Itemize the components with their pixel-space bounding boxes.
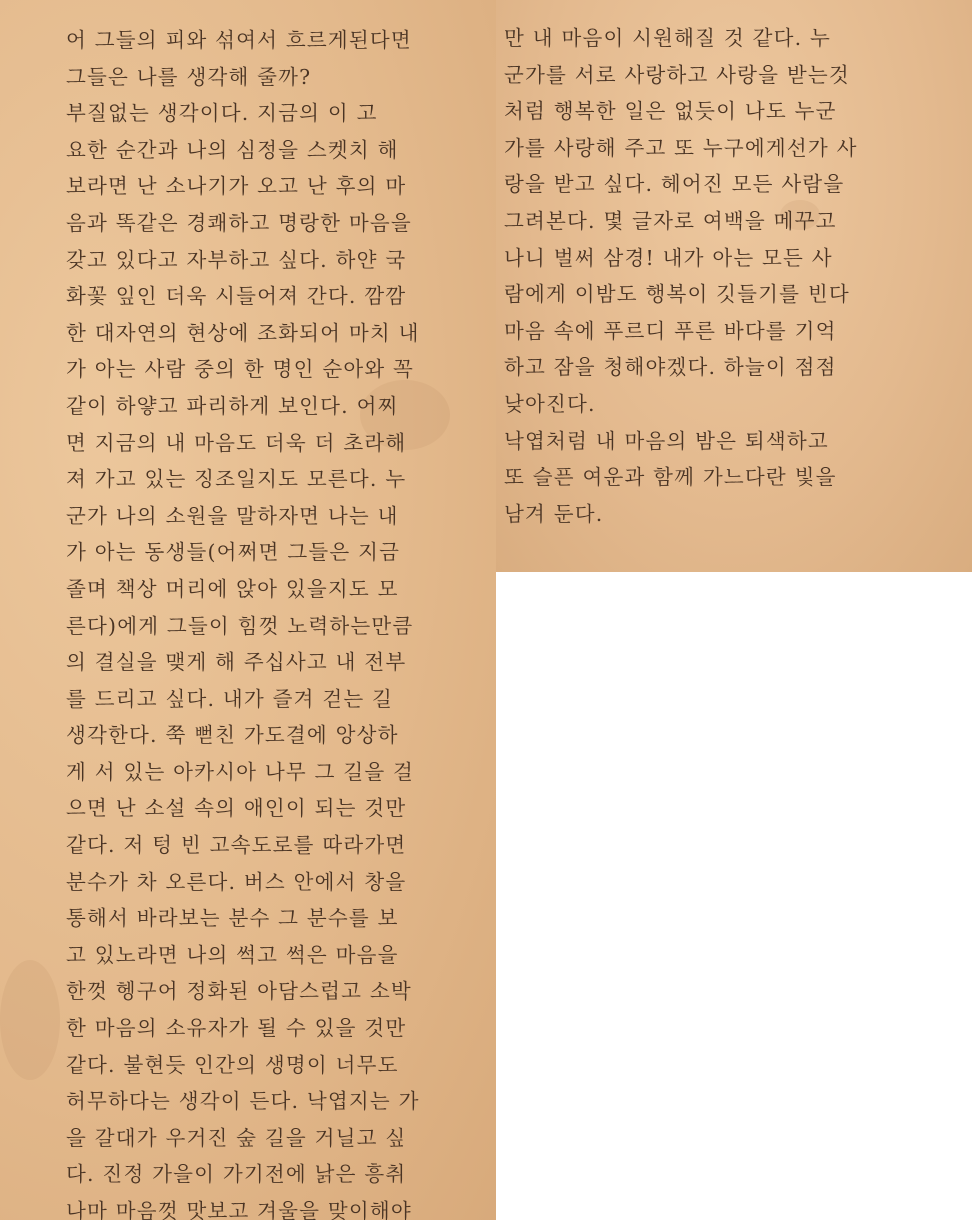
text-line: 나마 마음껏 맛보고 겨울을 맞이해야	[66, 1199, 412, 1220]
text-line: 를 드리고 싶다. 내가 즐겨 걷는 길	[66, 686, 394, 711]
text-line: 한 대자연의 현상에 조화되어 마치 내	[66, 320, 420, 345]
blank-area	[496, 572, 972, 1220]
text-line: 으면 난 소설 속의 애인이 되는 것만	[66, 796, 407, 821]
text-line: 보라면 난 소나기가 오고 난 후의 마	[66, 174, 407, 199]
text-line: 어 그들의 피와 섞여서 흐르게된다면	[66, 28, 412, 52]
text-line: 낮아진다.	[504, 391, 596, 416]
text-line: 같이 하얗고 파리하게 보인다. 어찌	[66, 393, 399, 418]
text-line: 같다. 불현듯 인간의 생명이 너무도	[66, 1052, 399, 1077]
text-line: 그들은 나를 생각해 줄까?	[66, 64, 312, 89]
text-line: 음과 똑같은 경쾌하고 명랑한 마음을	[66, 210, 412, 235]
text-line: 분수가 차 오른다. 버스 안에서 창을	[66, 869, 407, 894]
text-line: 요한 순간과 나의 심정을 스켓치 해	[66, 137, 399, 162]
text-line: 져 가고 있는 징조일지도 모른다. 누	[66, 467, 407, 492]
right-text-column	[504, 20, 896, 532]
text-line: 면 지금의 내 마음도 더욱 더 초라해	[66, 430, 407, 455]
text-line: 처럼 행복한 일은 없듯이 나도 누군	[504, 99, 837, 124]
text-line: 그려본다. 몇 글자로 여백을 메꾸고	[504, 208, 837, 233]
text-line: 부질없는 생각이다. 지금의 이 고	[66, 101, 378, 126]
text-line: 같다. 저 텅 빈 고속도로를 따라가면	[66, 833, 407, 858]
text-line: 른다)에게 그들이 힘껏 노력하는만큼	[66, 613, 414, 638]
text-line: 군가 나의 소원을 말하자면 나는 내	[66, 503, 399, 528]
text-line: 마음 속에 푸르디 푸른 바다를 기억	[504, 318, 837, 343]
text-line: 한껏 헹구어 정화된 아담스럽고 소박	[66, 979, 412, 1004]
text-line: 람에게 이밤도 행복이 깃들기를 빈다	[504, 282, 850, 307]
text-line: 가 아는 사람 중의 한 명인 순아와 꼭	[66, 357, 415, 382]
text-line: 의 결실을 맺게 해 주십사고 내 전부	[66, 650, 407, 675]
text-line: 고 있노라면 나의 썩고 썩은 마음을	[66, 942, 399, 967]
text-line: 다. 진정 가을이 가기전에 낡은 흥취	[66, 1162, 407, 1187]
text-line: 가 아는 동생들(어쩌면 그들은 지금	[66, 540, 401, 565]
text-line: 생각한다. 쭉 뻗친 가도결에 앙상하	[66, 723, 399, 748]
text-line: 게 서 있는 아카시아 나무 그 길을 걸	[66, 759, 415, 784]
text-line: 만 내 마음이 시원해질 것 같다. 누	[504, 26, 832, 50]
text-line: 갖고 있다고 자부하고 싶다. 하얀 국	[66, 247, 407, 272]
text-line: 군가를 서로 사랑하고 사랑을 받는것	[504, 62, 850, 87]
text-line: 낙엽처럼 내 마음의 밤은 퇴색하고	[504, 428, 829, 453]
text-line: 나니 벌써 삼경! 내가 아는 모든 사	[504, 245, 833, 270]
text-line: 또 슬픈 여운과 함께 가느다란 빛을	[504, 465, 837, 490]
text-line: 랑을 받고 싶다. 헤어진 모든 사람을	[504, 172, 845, 197]
text-line: 한 마음의 소유자가 될 수 있을 것만	[66, 1016, 407, 1041]
text-line: 하고 잠을 청해야겠다. 하늘이 점점	[504, 355, 837, 380]
text-line: 졸며 책상 머리에 앉아 있을지도 모	[66, 576, 399, 601]
text-line: 가를 사랑해 주고 또 누구에게선가 사	[504, 135, 858, 160]
text-line: 남겨 둔다.	[504, 501, 604, 526]
text-line: 통해서 바라보는 분수 그 분수를 보	[66, 906, 399, 931]
left-text-column	[66, 22, 464, 1220]
text-line: 화꽃 잎인 더욱 시들어져 간다. 깜깜	[66, 284, 407, 309]
text-line: 허무하다는 생각이 든다. 낙엽지는 가	[66, 1089, 420, 1114]
text-line: 을 갈대가 우거진 숲 길을 거닐고 싶	[66, 1125, 407, 1150]
